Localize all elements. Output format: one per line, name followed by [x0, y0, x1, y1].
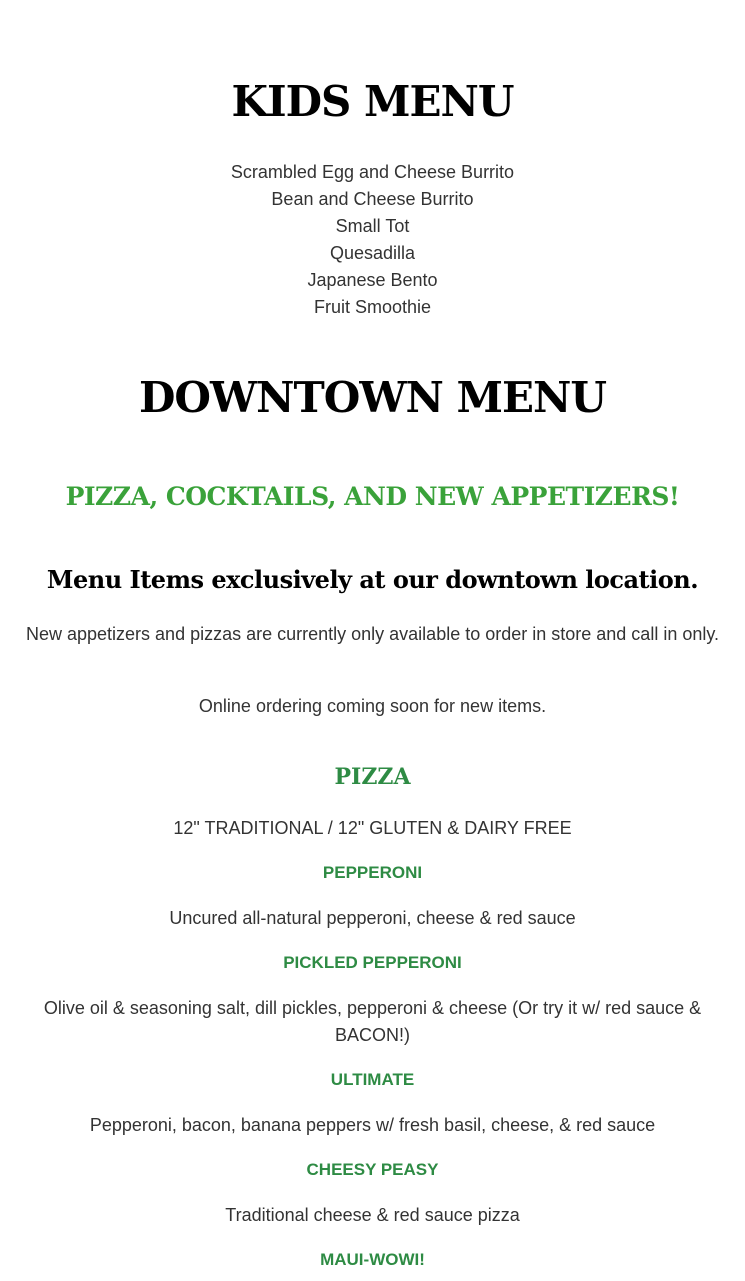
pizza-item-name: ULTIMATE	[330, 1070, 415, 1089]
pizza-sizes: 12" TRADITIONAL / 12" GLUTEN & DAIRY FREE	[173, 818, 572, 838]
downtown-menu-title: DOWNTOWN MENU	[138, 373, 607, 422]
pizza-item-description: Olive oil & seasoning salt, dill pickles, pepperoni & cheese (Or try it w/ red sauce & BACON!)	[43, 998, 702, 1045]
kids-menu-item: Quesadilla	[329, 243, 416, 263]
kids-menu-item: Small Tot	[335, 216, 410, 236]
pizza-item-description: Traditional cheese & red sauce pizza	[225, 1205, 520, 1225]
pizza-item-name: CHEESY PEASY	[306, 1160, 439, 1179]
online-ordering-note: Online ordering coming soon for new items.	[198, 696, 547, 716]
kids-menu-item: Scrambled Egg and Cheese Burrito	[230, 162, 515, 182]
kids-menu-item: Fruit Smoothie	[313, 297, 432, 317]
promo-heading: PIZZA, COCKTAILS, AND NEW APPETIZERS!	[65, 482, 680, 511]
pizza-item-name: MAUI-WOWI!	[320, 1250, 425, 1269]
kids-menu-item: Bean and Cheese Burrito	[271, 189, 474, 209]
pizza-item-description: Uncured all-natural pepperoni, cheese & red sauce	[169, 908, 576, 928]
exclusive-subheading: Menu Items exclusively at our downtown location.	[46, 565, 699, 594]
pizza-item-name: PICKLED PEPPERONI	[283, 953, 462, 972]
ordering-note: New appetizers and pizzas are currently only available to order in store and call in only.	[25, 624, 720, 644]
kids-menu-title: KIDS MENU	[231, 77, 514, 126]
pizza-item-name: PEPPERONI	[322, 863, 423, 882]
pizza-item-description: Pepperoni, bacon, banana peppers w/ fresh basil, cheese, & red sauce	[89, 1115, 656, 1135]
pizza-section-heading: PIZZA	[334, 764, 411, 790]
kids-menu-item: Japanese Bento	[307, 270, 438, 290]
